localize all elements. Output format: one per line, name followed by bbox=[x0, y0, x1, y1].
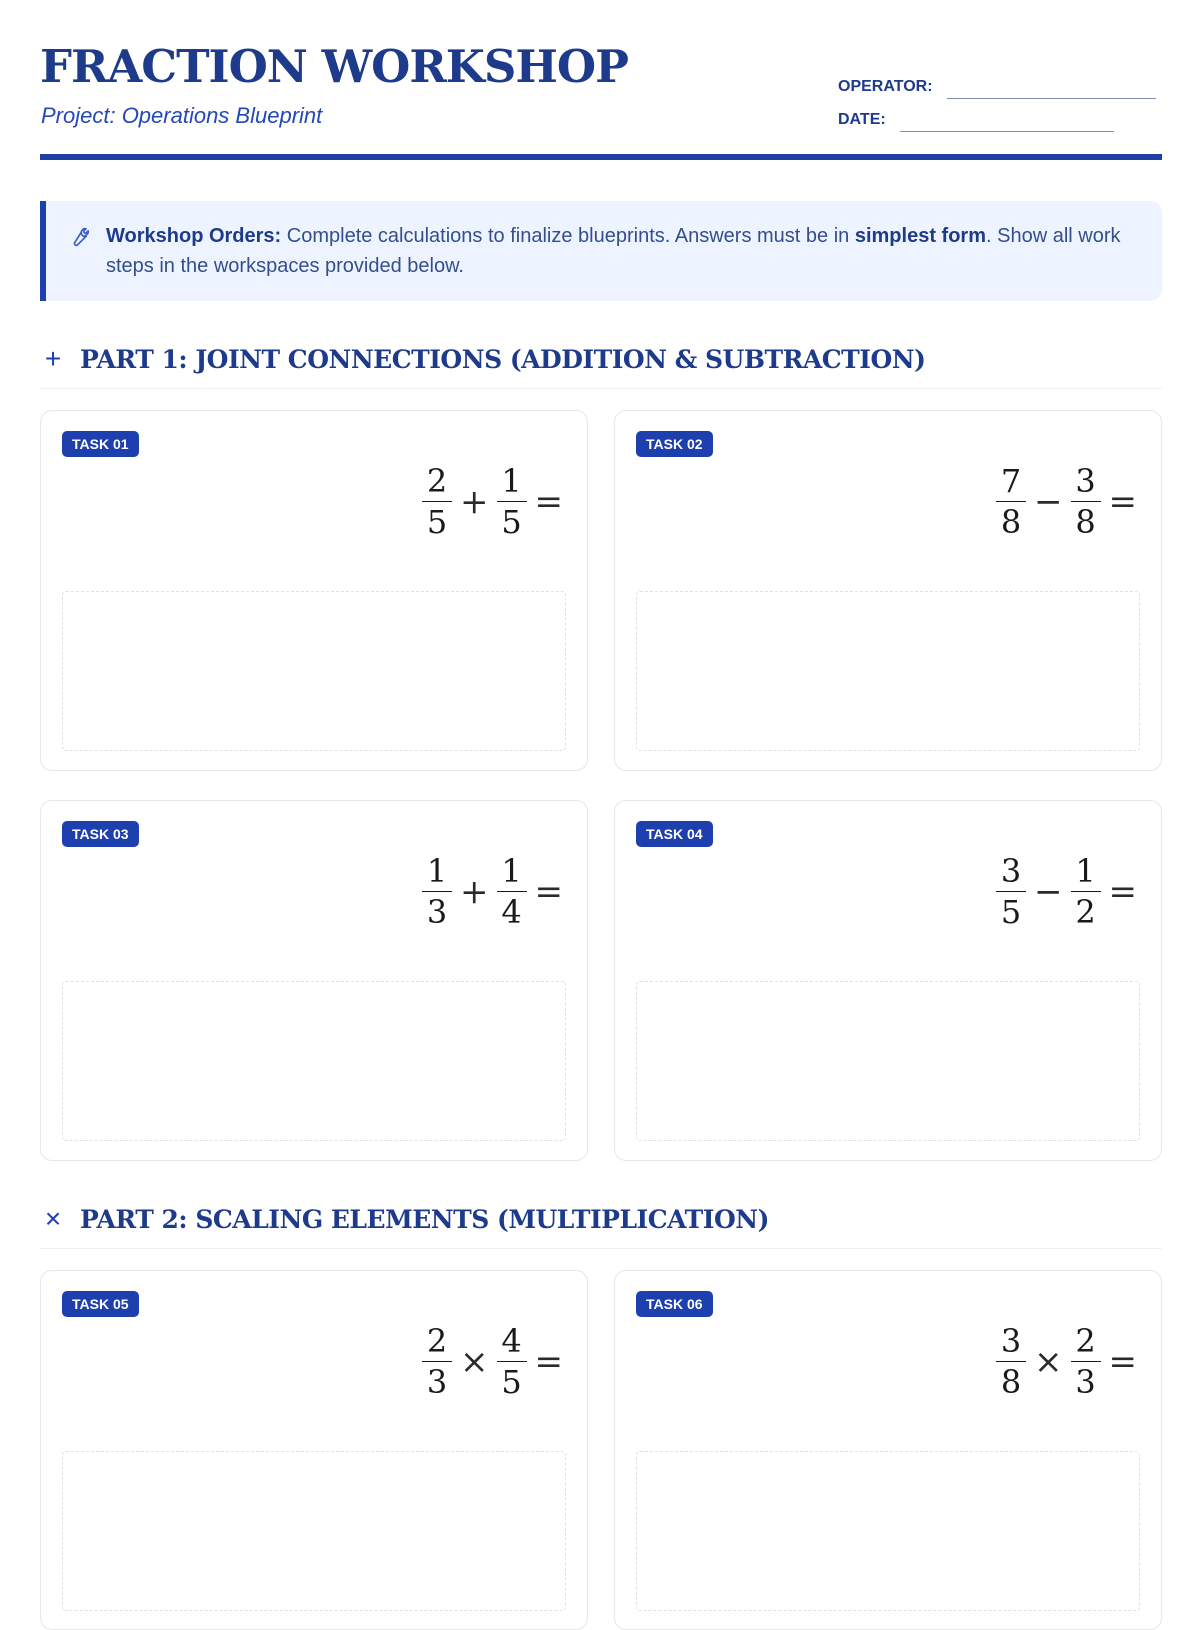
task-badge: TASK 06 bbox=[636, 1291, 713, 1317]
orders-text-before: Complete calculations to finalize blueprints. Answers must be in bbox=[281, 225, 855, 247]
numerator: 3 bbox=[1000, 852, 1022, 890]
workshop-orders-box bbox=[40, 201, 1162, 301]
operator-sign: − bbox=[1034, 481, 1063, 522]
orders-text-after: . Show all work steps in the workspaces provided below. bbox=[106, 225, 1121, 277]
plus-icon: + bbox=[44, 343, 62, 374]
numerator: 3 bbox=[1075, 462, 1096, 500]
workspace-area[interactable] bbox=[62, 981, 566, 1141]
equals-sign: = bbox=[534, 481, 563, 522]
date-label: DATE: bbox=[838, 111, 886, 128]
task-badge: TASK 03 bbox=[62, 821, 139, 847]
denominator: 3 bbox=[426, 893, 448, 931]
denominator: 3 bbox=[1075, 1363, 1096, 1401]
fraction-a bbox=[996, 461, 1026, 542]
project-subtitle: Project: Operations Blueprint bbox=[41, 103, 323, 128]
numerator: 3 bbox=[1000, 1322, 1022, 1360]
header-divider bbox=[40, 154, 1162, 160]
fraction-b bbox=[1071, 851, 1101, 932]
task-badge: TASK 01 bbox=[62, 431, 139, 457]
task-expression bbox=[418, 1321, 567, 1402]
task-card-04 bbox=[614, 800, 1162, 1161]
denominator: 8 bbox=[1000, 1363, 1022, 1401]
numerator: 1 bbox=[501, 462, 522, 500]
task-card-01 bbox=[40, 410, 588, 771]
task-card-05 bbox=[40, 1270, 588, 1630]
operator-sign: × bbox=[1034, 1341, 1063, 1382]
date-field bbox=[838, 111, 886, 129]
part1-heading bbox=[40, 340, 1162, 389]
orders-emphasis: simplest form bbox=[854, 225, 986, 247]
task-card-06 bbox=[614, 1270, 1162, 1630]
denominator: 5 bbox=[501, 503, 522, 541]
numerator: 4 bbox=[501, 1322, 522, 1360]
denominator: 4 bbox=[501, 893, 522, 931]
fraction-a bbox=[422, 461, 452, 542]
wrench-icon bbox=[68, 226, 90, 248]
part1-title: PART 1: JOINT CONNECTIONS (ADDITION & SUBTRACTION) bbox=[80, 345, 926, 374]
denominator: 3 bbox=[426, 1363, 448, 1401]
workshop-orders-text bbox=[106, 221, 1126, 281]
numerator: 2 bbox=[426, 1322, 448, 1360]
denominator: 5 bbox=[501, 1363, 522, 1401]
operator-label: OPERATOR: bbox=[838, 78, 933, 95]
workspace-area[interactable] bbox=[62, 1451, 566, 1611]
workspace-area[interactable] bbox=[636, 1451, 1140, 1611]
workspace-area[interactable] bbox=[636, 591, 1140, 751]
denominator: 8 bbox=[1000, 503, 1022, 541]
operator-sign: + bbox=[460, 481, 489, 522]
numerator: 1 bbox=[501, 852, 522, 890]
denominator: 8 bbox=[1075, 503, 1096, 541]
numerator: 1 bbox=[426, 852, 448, 890]
task-expression bbox=[992, 1321, 1141, 1402]
operator-field bbox=[838, 78, 933, 96]
date-input-line[interactable] bbox=[900, 131, 1114, 132]
fraction-a bbox=[422, 851, 452, 932]
numerator: 1 bbox=[1075, 852, 1096, 890]
worksheet-page bbox=[40, 0, 1162, 1401]
fraction-b bbox=[1071, 1321, 1101, 1402]
operator-input-line[interactable] bbox=[947, 98, 1156, 99]
equals-sign: = bbox=[534, 871, 563, 912]
part2-heading bbox=[40, 1200, 1162, 1249]
fraction-b bbox=[497, 851, 527, 932]
fraction-b bbox=[1071, 461, 1101, 542]
equals-sign: = bbox=[1108, 1341, 1137, 1382]
task-expression bbox=[418, 851, 567, 932]
operator-sign: − bbox=[1034, 871, 1063, 912]
equals-sign: = bbox=[1108, 871, 1137, 912]
task-expression bbox=[992, 851, 1141, 932]
task-expression bbox=[992, 461, 1141, 542]
workspace-area[interactable] bbox=[62, 591, 566, 751]
part2-title: PART 2: SCALING ELEMENTS (MULTIPLICATION) bbox=[80, 1205, 769, 1234]
numerator: 2 bbox=[426, 462, 448, 500]
equals-sign: = bbox=[534, 1341, 563, 1382]
fraction-a bbox=[996, 851, 1026, 932]
fraction-a bbox=[422, 1321, 452, 1402]
task-card-02 bbox=[614, 410, 1162, 771]
worksheet-header bbox=[40, 0, 1162, 160]
orders-lead: Workshop Orders: bbox=[106, 225, 282, 247]
task-badge: TASK 04 bbox=[636, 821, 713, 847]
denominator: 2 bbox=[1075, 893, 1096, 931]
multiply-icon: × bbox=[44, 1203, 62, 1234]
numerator: 2 bbox=[1075, 1322, 1096, 1360]
denominator: 5 bbox=[426, 503, 448, 541]
denominator: 5 bbox=[1000, 893, 1022, 931]
task-badge: TASK 05 bbox=[62, 1291, 139, 1317]
operator-sign: + bbox=[460, 871, 489, 912]
task-badge: TASK 02 bbox=[636, 431, 713, 457]
numerator: 7 bbox=[1000, 462, 1022, 500]
operator-sign: × bbox=[460, 1341, 489, 1382]
fraction-a bbox=[996, 1321, 1026, 1402]
page-title: FRACTION WORKSHOP bbox=[40, 40, 628, 93]
workspace-area[interactable] bbox=[636, 981, 1140, 1141]
task-card-03 bbox=[40, 800, 588, 1161]
equals-sign: = bbox=[1108, 481, 1137, 522]
fraction-b bbox=[497, 1321, 527, 1402]
fraction-b bbox=[497, 461, 527, 542]
task-expression bbox=[418, 461, 567, 542]
